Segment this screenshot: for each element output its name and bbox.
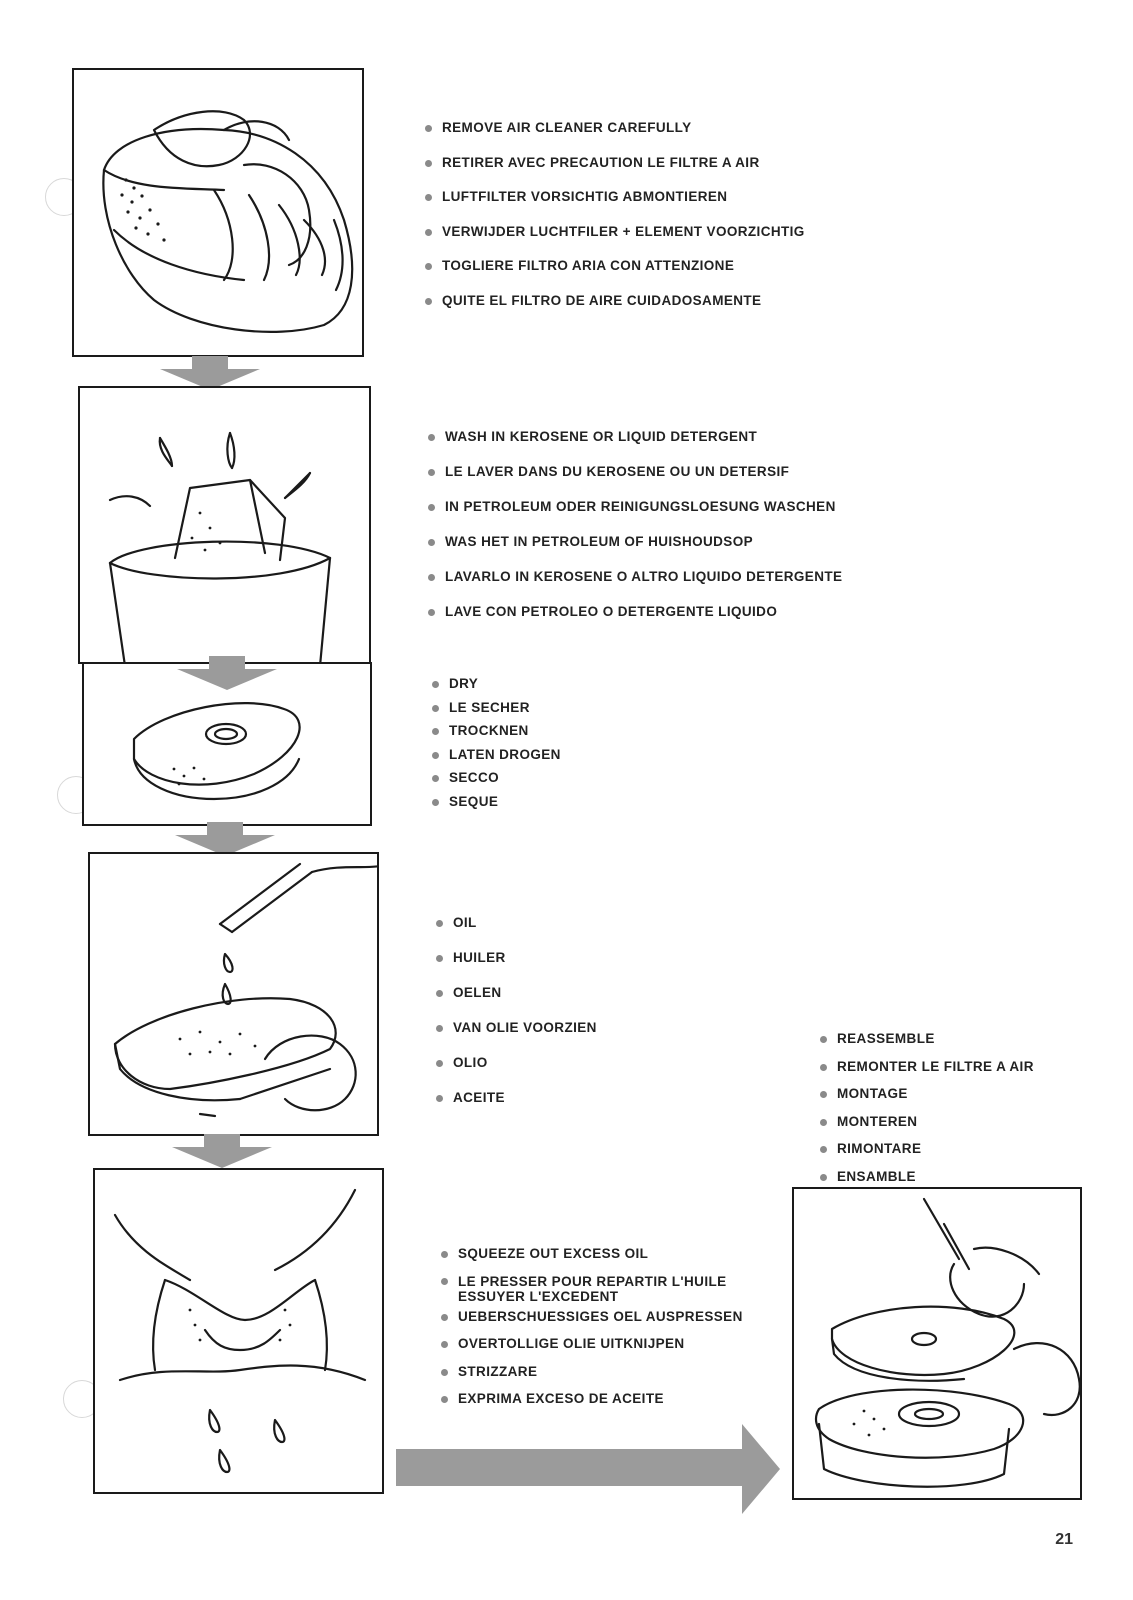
instruction-es: ENSAMBLE	[820, 1169, 1034, 1197]
instruction-it: STRIZZARE	[441, 1364, 758, 1392]
instruction-de: UEBERSCHUESSIGES OEL AUSPRESSEN	[441, 1309, 758, 1337]
reassemble-instructions	[820, 1031, 1034, 1196]
illustration-remove-air-cleaner	[72, 68, 364, 357]
instruction-de: LUFTFILTER VORSICHTIG ABMONTIEREN	[425, 189, 805, 224]
instruction-fr: LE PRESSER POUR REPARTIR L'HUILE ESSUYER L'EXCEDENT	[441, 1274, 758, 1309]
instruction-it: LAVARLO IN KEROSENE O ALTRO LIQUIDO DETERGENTE	[428, 569, 842, 604]
squeeze-instructions	[441, 1246, 758, 1419]
hand-lifting-filter-drawing	[74, 70, 364, 357]
instruction-en: DRY	[432, 676, 561, 700]
illustration-reassemble	[792, 1187, 1082, 1500]
instruction-es: ACEITE	[436, 1090, 597, 1125]
remove-air-cleaner-instructions	[425, 120, 805, 327]
instruction-es: QUITE EL FILTRO DE AIRE CUIDADOSAMENTE	[425, 293, 805, 328]
arrow-right-icon	[396, 1424, 780, 1514]
arrow-down-icon	[177, 656, 277, 690]
hands-squeezing-filter-drawing	[95, 1170, 384, 1494]
instruction-en: REASSEMBLE	[820, 1031, 1034, 1059]
illustration-squeeze	[93, 1168, 384, 1494]
instruction-it: RIMONTARE	[820, 1141, 1034, 1169]
instruction-it: SECCO	[432, 770, 561, 794]
instruction-nl: WAS HET IN PETROLEUM OF HUISHOUDSOP	[428, 534, 842, 569]
instruction-fr: LE SECHER	[432, 700, 561, 724]
instruction-en: WASH IN KEROSENE OR LIQUID DETERGENT	[428, 429, 842, 464]
wash-instructions	[428, 429, 842, 639]
instruction-de: TROCKNEN	[432, 723, 561, 747]
instruction-nl: OVERTOLLIGE OLIE UITKNIJPEN	[441, 1336, 758, 1364]
instruction-en: SQUEEZE OUT EXCESS OIL	[441, 1246, 758, 1274]
instruction-de: OELEN	[436, 985, 597, 1020]
instruction-nl: MONTEREN	[820, 1114, 1034, 1142]
illustration-oil	[88, 852, 379, 1136]
illustration-wash	[78, 386, 371, 664]
instruction-it: TOGLIERE FILTRO ARIA CON ATTENZIONE	[425, 258, 805, 293]
oil-instructions	[436, 915, 597, 1125]
instruction-fr: RETIRER AVEC PRECAUTION LE FILTRE A AIR	[425, 155, 805, 190]
instruction-de: IN PETROLEUM ODER REINIGUNGSLOESUNG WASCHEN	[428, 499, 842, 534]
instruction-de: MONTAGE	[820, 1086, 1034, 1114]
oil-can-dripping-drawing	[90, 854, 379, 1136]
arrow-down-icon	[172, 1134, 272, 1168]
arrow-down-icon	[175, 822, 275, 856]
instruction-nl: VAN OLIE VOORZIEN	[436, 1020, 597, 1055]
instruction-en: OIL	[436, 915, 597, 950]
instruction-en: REMOVE AIR CLEANER CAREFULLY	[425, 120, 805, 155]
dry-instructions	[432, 676, 561, 817]
page-number: 21	[1055, 1531, 1073, 1548]
instruction-es: EXPRIMA EXCESO DE ACEITE	[441, 1391, 758, 1419]
instruction-nl: VERWIJDER LUCHTFILER + ELEMENT VOORZICHTIG	[425, 224, 805, 259]
filter-in-bucket-drawing	[80, 388, 371, 664]
instruction-fr: LE LAVER DANS DU KEROSENE OU UN DETERSIF	[428, 464, 842, 499]
instruction-nl: LATEN DROGEN	[432, 747, 561, 771]
reassembling-filter-drawing	[794, 1189, 1082, 1500]
instruction-fr: REMONTER LE FILTRE A AIR	[820, 1059, 1034, 1087]
instruction-it: OLIO	[436, 1055, 597, 1090]
instruction-fr: HUILER	[436, 950, 597, 985]
arrow-down-icon	[160, 356, 260, 390]
instruction-es: LAVE CON PETROLEO O DETERGENTE LIQUIDO	[428, 604, 842, 639]
instruction-es: SEQUE	[432, 794, 561, 818]
